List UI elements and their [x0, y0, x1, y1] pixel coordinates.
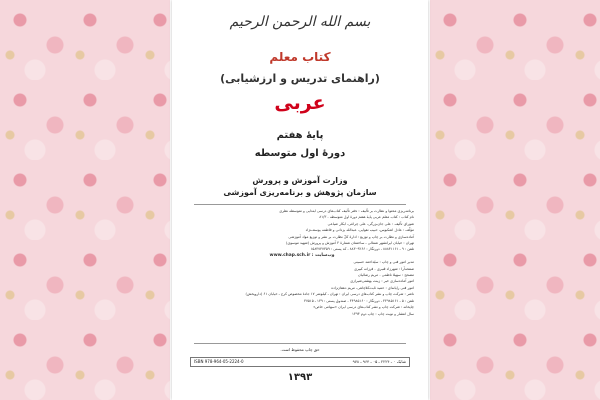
book-type-title: کتاب معلم [269, 50, 331, 64]
credit-line: نام کتاب : کتاب معلم عربی پایۀ هفتم دورۀ اول متوسطه - ۸۱/۳ [319, 215, 414, 220]
credit-line: تهران : خیابان ایرانشهر شمالی ـ ساختمان شمارۀ ۴ آموزش و پرورش (شهید موسوی) [286, 241, 414, 246]
floral-background-right [430, 0, 600, 400]
grade-label: پایۀ هفتم [276, 130, 324, 141]
credit-line: امور فنی رایانه‌ای : حمید ثابت‌کلاچاهی، مریم دهقان‌زاده [331, 285, 414, 290]
book-subtitle: (راهنمای تدریس و ارزشیابی) [220, 72, 380, 85]
credit-line: شورای تألیف : علی جان‌بزرگی، علی چراغی، ابکار ضیاعی [327, 221, 414, 226]
title-page [172, 0, 428, 400]
credits-block [190, 208, 414, 317]
credit-line: مصحح : سهیلا ناظمی - مریم رضائیان [358, 273, 414, 278]
floral-background-left [0, 0, 170, 400]
isbn-english: ISBN 978-964-05-2224-0 [194, 359, 244, 364]
divider-top [194, 204, 406, 205]
bismillah-calligraphy: بسم الله الرحمن الرحیم [229, 14, 371, 30]
publication-year: ۱۳۹۳ [287, 372, 313, 383]
period-label: دورۀ اول متوسطه [254, 148, 346, 159]
organization-name: سازمان پژوهش و برنامه‌ریزی آموزشی [223, 188, 377, 197]
credit-line: تلفن : ۵ ـ ۴۴۹۸۵۱۶۱ ، دورنگار : ۴۴۹۸۵۱۶۰ ، صندوق پستی : ۱۳۹ ـ ۳۷۵۱۵ [304, 298, 414, 303]
credit-line: تلفن : ۹ ـ ۸۸۸۳۱۱۶۱ ، دورنگار : ۸۸۳۰۹۲۶۶ ، کد پستی : ۱۵۸۴۷۴۷۳۵۹ [310, 247, 414, 252]
isbn-bar [190, 357, 410, 367]
credit-line: برنامه‌ریزی محتوا و نظارت بر تألیف : دفتر تألیف کتاب‌های درسی ابتدایی و متوسطه نظری [279, 209, 414, 213]
credit-line: مدیر امور فنی و چاپ : سیّداحمد حسینی [353, 260, 414, 265]
credit-line: صفحه‌آرا : شهرزاد قنبری - فرزانه کبیری [354, 266, 414, 271]
isbn-persian: شابک ۰ ـ ۲۲۲۴ ـ ۰۵ ـ ۹۶۴ ـ ۹۷۸ [352, 359, 406, 364]
credit-line: سال انتشار و نوبت چاپ : چاپ دوم ۱۳۹۳ [351, 311, 414, 316]
divider-bottom [194, 343, 406, 344]
credit-line: ناشر : شرکت چاپ و نشر کتاب‌های درسی ایران : تهران ـ کیلومتر ۱۷ جادۀ مخصوص کرج ـ خیابان ۶۱ (دارو‌پخش) [245, 292, 414, 297]
credit-line: مؤلّف : عادل اشکبوس، حبیب تقوایی، عبدالله یزدانی و فاطمه یوسف‌نژاد [305, 228, 414, 233]
credit-line: آماده‌سازی و نظارت بر چاپ و توزیع : ادارۀ کلّ نظارت بر نشر و توزیع مواد آموزشی [288, 234, 414, 239]
subject-title: عربی [274, 92, 326, 114]
copyright-notice: حق چاپ محفوظ است. [280, 347, 320, 352]
website-line[interactable]: وب‌سایت : www.chap.sch.ir [269, 252, 335, 258]
credit-line: امور آماده‌سازی خبر : زینت بهشتی‌شیرازی [350, 279, 414, 284]
credit-line: چاپخانه : شرکت چاپ و نشر کتاب‌های درسی ایران «سهامی خاص» [313, 305, 414, 310]
ministry-name: وزارت آموزش و پرورش [252, 176, 348, 185]
